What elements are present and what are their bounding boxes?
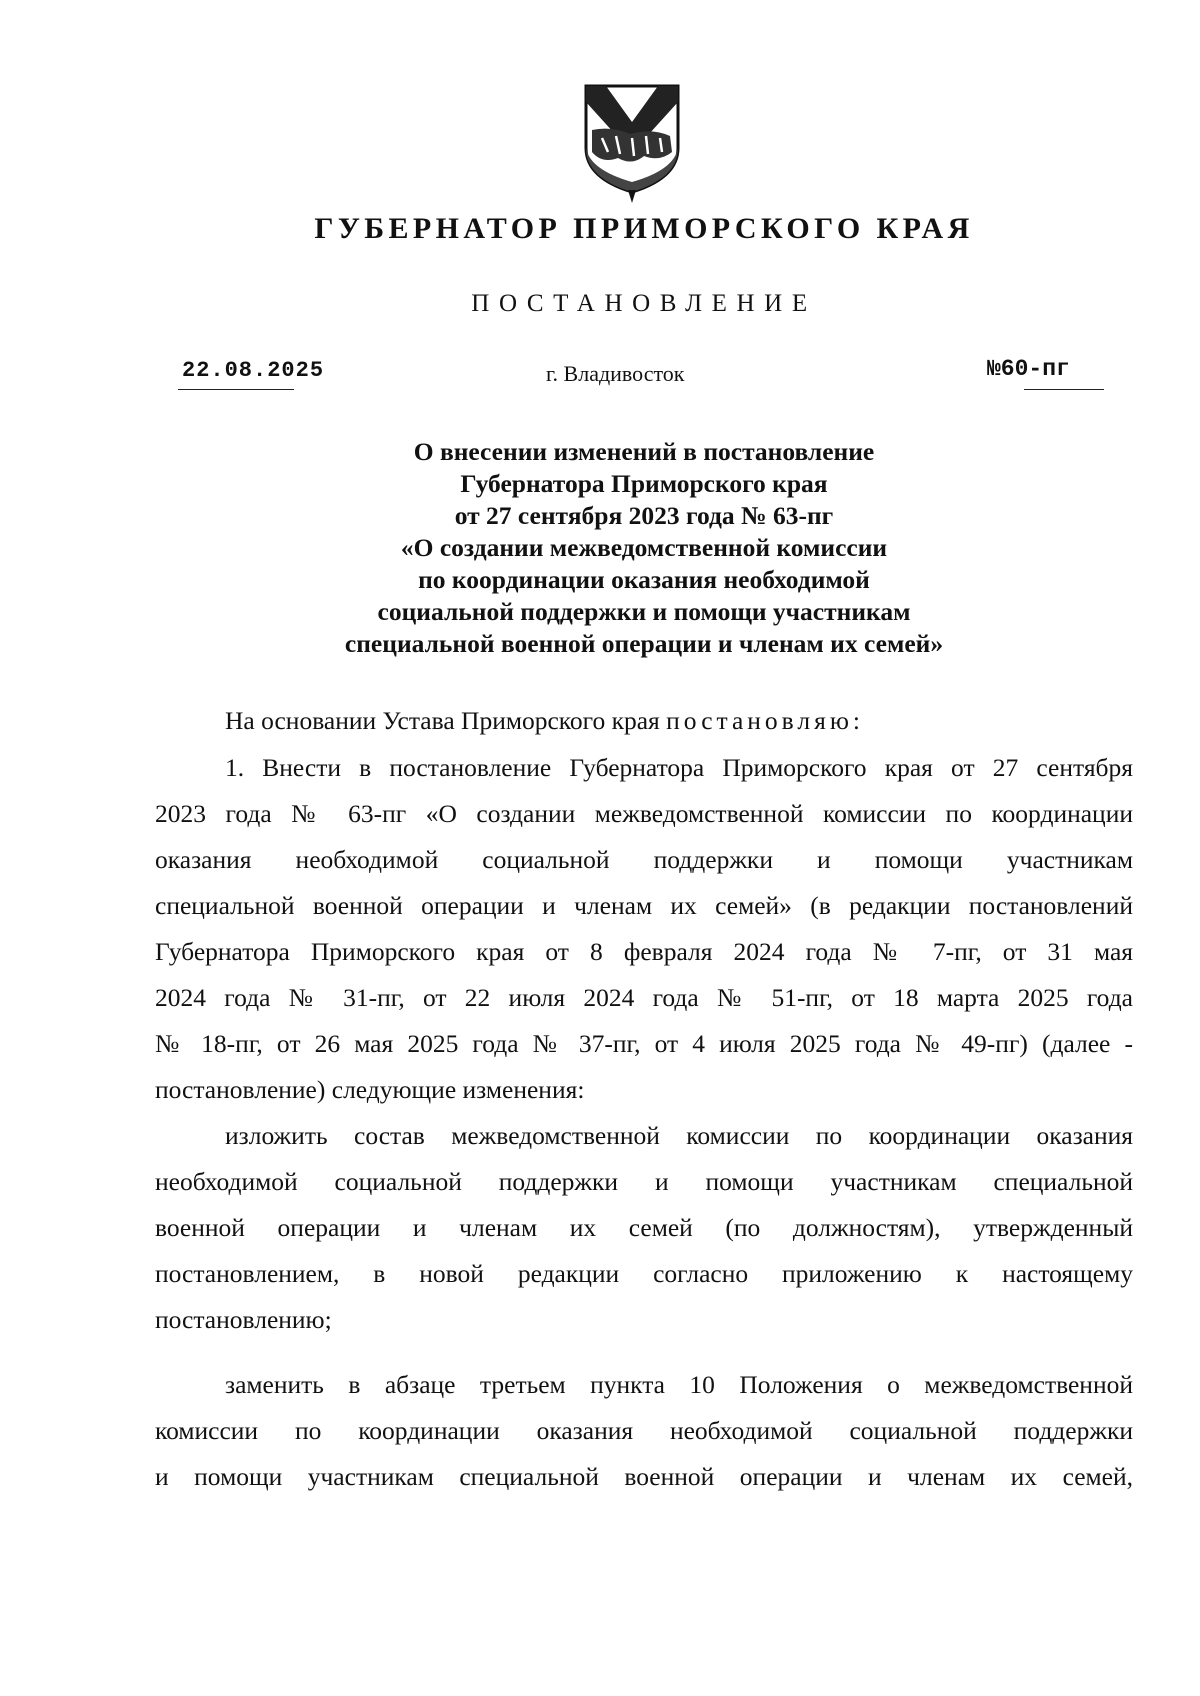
issuing-authority-heading: ГУБЕРНАТОР ПРИМОРСКОГО КРАЯ xyxy=(314,212,974,245)
body-line: Губернатора Приморского края от 8 февраля 2024 года № 7-пг, от 31 мая xyxy=(155,937,1133,966)
body-line: 1. Внести в постановление Губернатора Приморского края от 27 сентября xyxy=(225,753,1133,782)
number-underline xyxy=(1024,389,1104,390)
title-line: специальной военной операции и членам их семей» xyxy=(344,629,944,658)
body-line: комиссии по координации оказания необходимой социальной поддержки xyxy=(155,1416,1133,1445)
preamble-decree-word: постановляю: xyxy=(666,706,864,735)
preamble-paragraph xyxy=(225,706,864,736)
body-line: постановлением, в новой редакции согласно приложению к настоящему xyxy=(155,1259,1133,1288)
body-line: 2024 года № 31-пг, от 22 июля 2024 года № 51-пг, от 18 марта 2025 года xyxy=(155,983,1133,1012)
body-line: № 18-пг, от 26 мая 2025 года № 37-пг, от 4 июля 2025 года № 49-пг) (далее - xyxy=(155,1029,1133,1058)
body-line: 2023 года № 63-пг «О создании межведомственной комиссии по координации xyxy=(155,799,1133,828)
title-line: «О создании межведомственной комиссии xyxy=(400,533,888,562)
title-line: по координации оказания необходимой xyxy=(418,565,870,594)
body-line: оказания необходимой социальной поддержки и помощи участникам xyxy=(155,845,1133,874)
document-date: 22.08.2025 xyxy=(182,358,325,383)
title-line: социальной поддержки и помощи участникам xyxy=(377,597,911,626)
body-line: и помощи участникам специальной военной операции и членам их семей, xyxy=(155,1462,1133,1491)
title-line: от 27 сентября 2023 года № 63-пг xyxy=(454,501,834,530)
date-underline xyxy=(178,389,294,390)
body-line: необходимой социальной поддержки и помощи участникам специальной xyxy=(155,1167,1133,1196)
body-line: изложить состав межведомственной комиссии по координации оказания xyxy=(225,1121,1133,1150)
body-line: постановление) следующие изменения: xyxy=(155,1075,585,1104)
body-line: заменить в абзаце третьем пункта 10 Положения о межведомственной xyxy=(225,1370,1133,1399)
body-line: постановлению; xyxy=(155,1305,332,1334)
title-line: О внесении изменений в постановление xyxy=(413,437,875,466)
body-line: военной операции и членам их семей (по должностям), утвержденный xyxy=(155,1213,1133,1242)
coat-of-arms-emblem xyxy=(582,82,682,204)
document-city: г. Владивосток xyxy=(546,361,685,386)
title-line: Губернатора Приморского края xyxy=(460,469,828,498)
document-number: №60-пг xyxy=(987,356,1070,382)
body-line: специальной военной операции и членам их семей» (в редакции постановлений xyxy=(155,891,1133,920)
preamble-text: На основании Устава Приморского края xyxy=(225,706,667,735)
document-type-heading: ПОСТАНОВЛЕНИЕ xyxy=(471,290,817,317)
